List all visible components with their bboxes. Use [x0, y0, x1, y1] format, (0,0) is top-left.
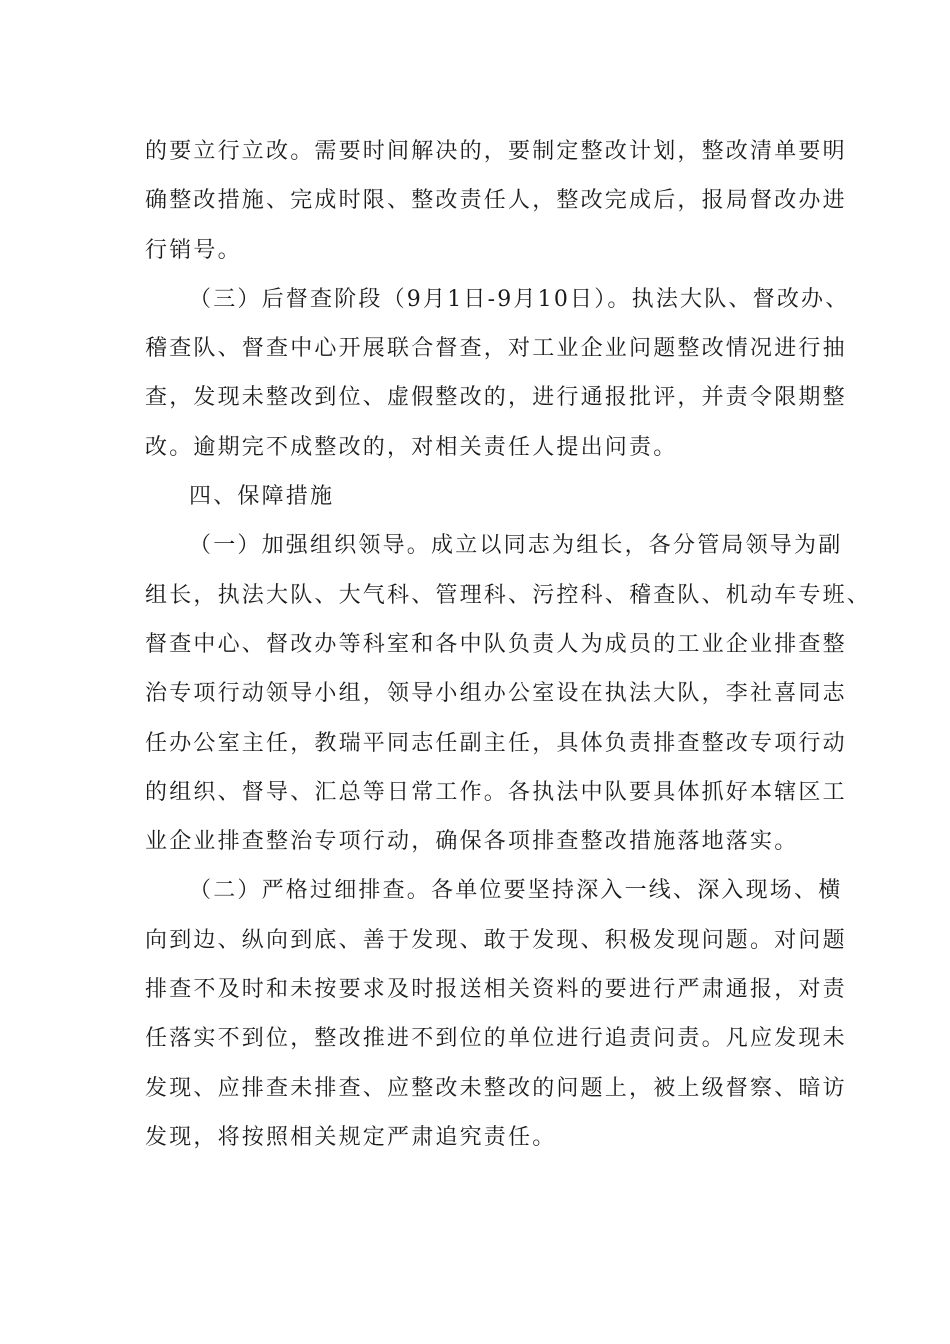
- text-line: 查，发现未整改到位、虚假整改的，进行通报批评，并责令限期整: [145, 385, 847, 411]
- text-line: 任办公室主任，教瑞平同志任副主任，具体负责排查整改专项行动: [145, 730, 847, 756]
- text-line: 督查中心、督改办等科室和各中队负责人为成员的工业企业排查整: [145, 631, 847, 657]
- text-line: 的要立行立改。需要时间解决的，要制定整改计划，整改清单要明: [145, 139, 847, 164]
- text-line: （二）严格过细排查。各单位要坚持深入一线、深入现场、横: [189, 878, 843, 904]
- text-line: 确整改措施、完成时限、整改责任人，整改完成后，报局督改办进: [145, 188, 847, 214]
- text-line: 改。逾期完不成整改的，对相关责任人提出问责。: [145, 434, 678, 460]
- text-line: 组长，执法大队、大气科、管理科、污控科、稽查队、机动车专班、: [145, 582, 872, 608]
- text-line: 发现，将按照相关规定严肃追究责任。: [145, 1124, 557, 1150]
- text-line: 四、保障措施: [189, 484, 335, 510]
- text-line: 稽查队、督查中心开展联合督查，对工业企业问题整改情况进行抽: [145, 336, 847, 362]
- text-line: 的组织、督导、汇总等日常工作。各执法中队要具体抓好本辖区工: [145, 779, 847, 805]
- text-line: 行销号。: [145, 237, 242, 263]
- text-line: 任落实不到位，整改推进不到位的单位进行追责问责。凡应发现未: [145, 1026, 847, 1052]
- text-line: （一）加强组织领导。成立以同志为组长，各分管局领导为副: [189, 533, 843, 559]
- text-line: 治专项行动领导小组，领导小组办公室设在执法大队，李社喜同志: [145, 681, 847, 707]
- text-line: 向到边、纵向到底、善于发现、敢于发现、积极发现问题。对问题: [145, 927, 847, 953]
- text-line: （三）后督查阶段（9月1日-9月10日）。执法大队、督改办、: [189, 286, 850, 312]
- document-body: [145, 127, 872, 1162]
- text-line: 排查不及时和未按要求及时报送相关资料的要进行严肃通报，对责: [145, 977, 847, 1003]
- text-line: 业企业排查整治专项行动，确保各项排查整改措施落地落实。: [145, 829, 799, 855]
- text-line: 发现、应排查未排查、应整改未整改的问题上，被上级督察、暗访: [145, 1075, 847, 1101]
